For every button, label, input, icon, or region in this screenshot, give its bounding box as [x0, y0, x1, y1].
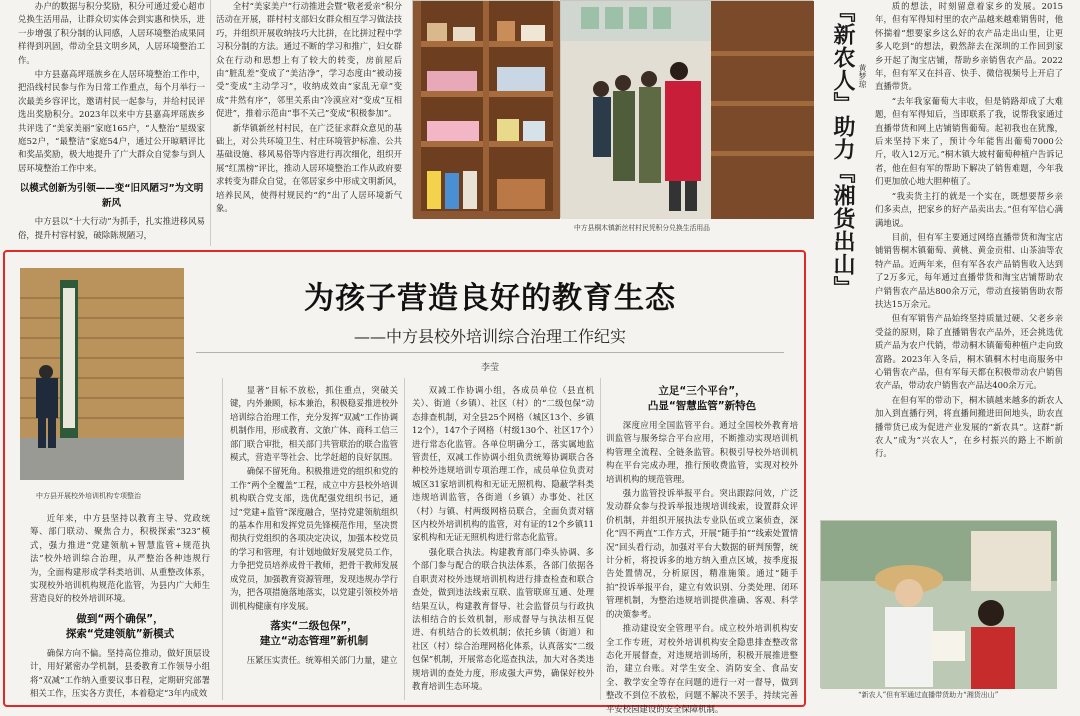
right-column: [875, 0, 1063, 515]
villagers-illustration: [561, 1, 814, 219]
article-divider-1: [222, 378, 223, 700]
photo-redeem-shelf: [412, 0, 559, 218]
top-middle-column: [216, 0, 402, 246]
article-author: 李莹: [480, 363, 499, 373]
article-column-3: [412, 384, 594, 702]
top-left-paragraph-1: 办户的数据与积分奖励，积分可通过爱心超市兑换生活用品，让群众切实体会到实惠和快乐，进一步增强了积分制的认同感，人居环境整治成果同样得到巩固，带动全县文明乡风，人居环境整治工作。: [18, 1, 205, 65]
side-vertical-author: 黄梦琼: [858, 64, 867, 88]
inspection-illustration: [20, 268, 184, 480]
right-paragraph-4: 目前，但有军主要通过网络直播带货和淘宝店铺销售桐木镇葡萄、黄桃、黄金贡柑、山茶油等农特产品。近两年来，但有军各农产品销售收入达到了2万多元，每年通过直播带货和淘宝店铺帮助农户销售农产品达800余万元，带动直接销售助农帮扶达15万余元。: [875, 231, 1063, 309]
top-left-column: [18, 0, 205, 246]
photo-seller-caption: “新农人”但有军通过直播带货助力“湘货出山”: [858, 691, 999, 699]
right-paragraph-6: 在但有军的带动下，桐木镇越来越多的新农人加入到直播行列，将直播间搬进田间地头，助农直播带货已成为促进产业发展的“新农具”。这群“新农人”成为“兴农人”，在乡村振兴的路上不断前行。: [875, 394, 1063, 459]
column-divider: [210, 0, 211, 246]
article-col4-paragraph-1: 深度应用全国监管平台。通过全国校外教育培训监管与服务综合平台应用，不断推动实现培训机构管理全流程、全链条监管。积极引导校外培训机构在平台完成办理，推行预收费监管，实现对校外培训机构的规范管理。: [606, 420, 798, 484]
article-divider-3: [600, 378, 601, 700]
top-middle-paragraph-2: 新华镇新丝村村民，在广泛征求群众意见的基础上，对公共环境卫生、村庄环境管护标准、公共基础设施、移风易俗等内容进行再次细化，组织开展“红黑榜”评比，推动人居环境整治工作从政府要求转变为群众自觉，在邻居家乡中形成文明新风，培养民风，使得村规民约“约”出了人居环境新气象。: [216, 122, 402, 214]
article-subtitle: ——中方县校外培训综合治理工作纪实: [353, 327, 626, 346]
photo-villagers-caption: 中方县桐木镇新丝村村民凭积分兑换生活用品: [574, 224, 710, 232]
right-paragraph-3: “我卖货主打的就是一个实在，既想要帮乡亲们多卖点，把家乡的好产品卖出去。”但有军信心满满地说。: [875, 190, 1063, 228]
article-col1-paragraph-2: 确保方向不偏。坚持高位推动，做好顶层设计，用好紧密办学机制，县委教育工作领导小组将“双减”工作纳入重要议事日程，定期研究部署相关工作，压实各方责任，本着稳定“3年内成效: [30, 647, 210, 699]
article-divider-2: [404, 378, 405, 700]
right-paragraph-5: 但有军销售产品始终坚持质量过硬、父老乡亲受益的原则，除了直播销售农产品外，还会挑选优质产品为农户代销，带动桐木镇葡萄种植户走向致富路。2023年入冬后，桐木镇桐木村电商服务中心销售农产品，但有军每天都在积极带动农户销售农产品，带动农户销售农产品达400余万元。: [875, 313, 1063, 391]
article-col2-paragraph-1: 显著”目标不放松，抓住重点，突破关键，内外兼顾，标本兼治，积极稳妥推进校外培训综合治理工作，充分发挥“双减”工作协调机制作用，形成教育、文旅广体、商科工信三部门联合审批，相关部门共管联治的联合监管模式，营造平等社会、比学赶超的良好氛围。: [230, 385, 398, 463]
article-col2-paragraph-2: 确保不留死角。积极推进党的组织和党的工作“两个全覆盖”工程，成立中方县校外培训机构联合党支部，选优配强党组织书记，通过“党建+监管”深度融合，坚持党建领航组织的基本作用和发挥党员先锋模范作用，坚决贯彻执行党组织的各项决定决议，加强本校党员的学习和管理，有计划地做好发展党员工作，力争把党员培养成骨干教师，把骨干教师发展成党员，加强教育资源管理，发现违规办学行为，把各项措施落地落实，以党建引领校外培训机构健康有序发展。: [230, 466, 398, 611]
article-column-1: [30, 512, 210, 702]
article-column-2: [230, 384, 398, 702]
headline-rule: [196, 352, 784, 353]
photo-villagers: [560, 0, 813, 218]
shelf-illustration: [413, 1, 560, 219]
article-col4-paragraph-2: 强力监管投诉举报平台。突出跟踪问效，广泛发动群众参与投诉举报违规培训线索，设置群众评价机制，并组织开展执法专业队伍或立案侦查，深化“四不两直”工作方式，开展“随手拍”“线索处置情况”回头看行动，加强对平台大数据的研判预警，统计分析，将投诉多的地方纳入重点区域，按季度报告处置情况，分析原因，精准施策。通过“随手拍”投诉举报平台，建立有效识别、分类处理、闭环管理机制，为整治违规培训提供准确、客观、科学的决策参考。: [606, 488, 798, 619]
article-col3-paragraph-2: 强化联合执法。构建教育部门牵头协调、多个部门参与配合的联合执法体系，各部门依据各自职责对校外违规培训机构进行排查检查和联合查处，做到违法线索互联、监管联席互通、处理结果互认，构建教育督导、社会监督员与行政执法相结合的长效机制，形成督导与执法相互促进、有机结合的长效机制；依托乡镇（街道）和社区（村）综合治理网格化体系，认真落实“二级包保”机制，开展常态化巡查执法，加大对各类违规培训的查处力度，形成强大声势，确保好校外教育培训生态环境。: [412, 546, 594, 691]
photo-training-inspection: [20, 268, 184, 480]
top-middle-paragraph-1: 全村“美家美户”行动推进会暨“敬老爱亲”积分活动在开展，群村村支部妇女群众相互学习做法技巧，并组织开展收纳技巧大比拼，在比拼过程中学习积分制的方法。通过不断的学习和推广，妇女群众在行动和思想上有了较大的转变，房前屋后由“脏乱差”变成了“美洁净”，学习态度由“被动接受”变成“主动学习”，收纳成效由“家乱无章”变成“井然有序”，邻里关系由“冷漠应对”变成“互相促进”，推着示范由“事不关己”变成“积极参加”。: [216, 1, 402, 119]
top-left-paragraph-3: 中方县以“十大行动”为抓手，扎实推进移风易俗，提升村容村貌，破除陈规陋习，: [18, 216, 205, 240]
article-col2-subheading-2: 建立“动态管理”新机制: [259, 634, 369, 647]
article-col4-subheading-2: 凸显“智慧监管”新特色: [647, 400, 757, 412]
article-col1-subheading-1: 做到“两个确保”，: [76, 612, 164, 625]
side-vertical-headline: 『新农人』助力『湘货出山』: [830, 0, 855, 299]
article-col1-paragraph-1: 近年来，中方县坚持以教育主导、党政统筹、部门联动、聚焦合力，积极探索“323”模式，强力推进“党建领航+智慧监管+规范执法”校外培训综合治理，从严整治各种违规行为，全面构建形成学科类培训、从重整改体系，实现校外培训机构规范化监管，为县内广大师生营造良好的校外培训环境。: [30, 513, 210, 604]
article-col2-paragraph-3: 压紧压实责任。统筹相关部门力量，建立: [246, 654, 398, 665]
seller-illustration: [821, 521, 1057, 689]
top-left-subheading: 以模式创新为引领——变“旧风陋习”为文明新风: [19, 183, 204, 210]
article-col4-subheading-1: 立足“三个平台”，: [658, 385, 746, 397]
right-paragraph-1: 质的想法，时刻留意着家乡的发展。2015年，但有军得知村里的农产品越来越难销售时，他怀揣着“想要家乡这么好的农产品走出山里，让更多人吃到”的想法，毅然辞去在深圳的工作回到家乡开起了淘宝店铺，帮助乡亲销售农产品。2022年，但有军又在抖音、快手、微信视频号上开启了直播带货。: [875, 1, 1063, 92]
article-col1-subheading-2: 探索“党建领航”新模式: [65, 627, 175, 640]
article-col4-paragraph-3: 推动建设安全管理平台。成立校外培训机构安全工作专班，对校外培训机构安全隐患排查整改常态化开展督查，对违规培训场所，积极开展推进整治，建立台账。对学生安全、消防安全、食品安全、教学安全等存在问题的进行一对一督导，做到整改不到位不放松，问题不解决不罢手，持续完善平安校园建设的安全保障机制。: [606, 623, 798, 714]
article-col2-subheading-1: 落实“二级包保”，: [270, 619, 358, 632]
article-title: 为孩子营造良好的教育生态: [304, 281, 676, 316]
top-left-paragraph-2: 中方县嘉高坪瑶族乡在人居环境整治工作中，把沿线村民参与作为日常工作重点，每个月举行一次最美乡容评比，邀请村民一起参与，并给村民评选出奖励积分。2023年以来中方县嘉高坪瑶族乡共评选了“美家美丽”家庭165户，“人整治”星级家庭52户，“最整洁”家庭54户，通过公开晾晒评比和奖品奖励，极大地提升了广大群众自觉参与到人居环境整治工作中来。: [18, 69, 205, 173]
right-paragraph-2: “去年我家葡萄大丰收，但是销路却成了大难题，但有军得知后，当即联系了我，说帮我家通过直播带货和网上店铺销售葡萄。起初我也在犹豫，后来坚持下来了，预计今年能售出葡萄7000公斤，收入12万元。”桐木镇大坡村葡萄种植户告诉记者，他在但有军的帮助下解决了销售难题，今年我们更加放心地大胆种植了。: [875, 95, 1063, 187]
article-column-4: [606, 384, 798, 714]
photo-inspection-caption: 中方县开展校外培训机构专项整治: [36, 492, 141, 500]
photo-livestream-seller: [820, 520, 1056, 688]
article-col3-paragraph-1: 双减工作协调小组，各成员单位（县直机关）、街道（乡镇）、社区（村）的“二级包保”动态排查机制，对全县25个网格（城区13个、乡镇12个），147个子网格（村级130个、社区17个）进行常态化监管。各单位明确分工，落实属地监管责任，双减工作协调小组负责统筹协调联合各种校外违规培训专项治理工作，成员单位负责对城区31家培训机构和无证无照机构、隐蔽学科类违规培训监管，各街道（乡镇）办事处、社区（村）与镇、村两级网格员联合，全面负责对辖区内校外培训机构的监管，对有证的12个乡镇11家机构和无证无照机构进行常态化监管。: [412, 385, 594, 543]
